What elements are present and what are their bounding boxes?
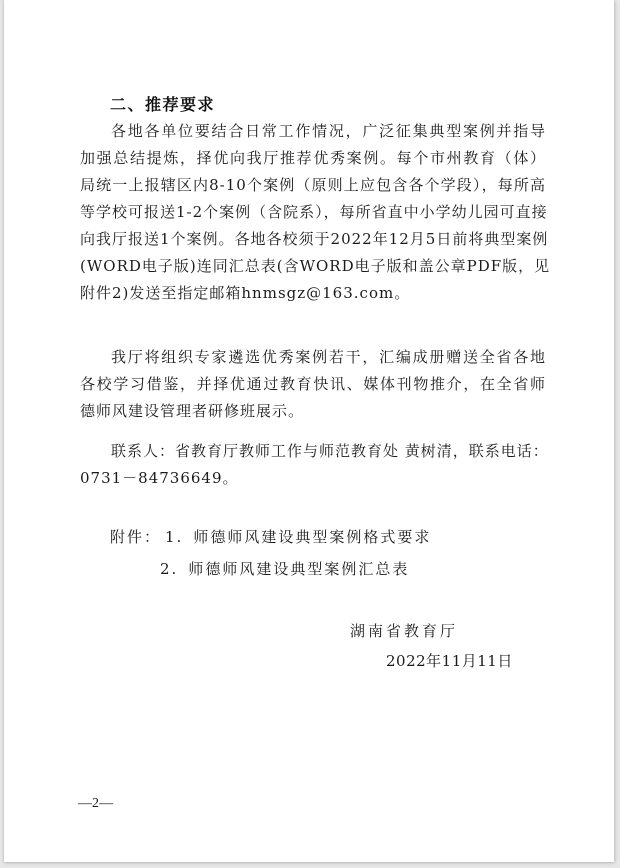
contact-line: 联系人：省教育厅教师工作与师范教育处 黄树清，联系电话：: [111, 442, 549, 460]
paragraph-line: 德师风建设管理者研修班展示。: [80, 402, 305, 420]
paragraph-line: 附件2)发送至指定邮箱hnmsgz@163.com。: [80, 284, 411, 302]
attachment-title: 师德师风建设典型案例格式要求: [193, 528, 432, 546]
attachment-number: 1.: [165, 528, 184, 546]
issue-date: 2022年11月11日: [386, 652, 513, 670]
paragraph-line: 向我厅报送1个案例。各地各校须于2022年12月5日前将典型案例: [80, 230, 549, 248]
document-page: [4, 0, 614, 862]
paragraph-line: (WORD电子版)连同汇总表(含WORD电子版和盖公章PDF版，见: [80, 257, 551, 275]
attachment-number: 2.: [160, 560, 179, 578]
paragraph-line: 各校学习借鉴，并择优通过教育快讯、媒体刊物推介，在全省师: [80, 375, 546, 393]
paragraph-line: 等学校可报送1-2个案例（含院系），每所省直中小学幼儿园可直接: [80, 203, 548, 221]
paragraph-selection: [80, 344, 546, 425]
paragraph-line: 加强总结提炼，择优向我厅推荐优秀案例。每个市州教育（体）: [80, 149, 546, 167]
paragraph-line: 我厅将组织专家遴选优秀案例若干，汇编成册赠送全省各地: [111, 348, 546, 366]
contact-phone: 0731－84736649。: [80, 469, 239, 487]
attachment-item-1: [110, 524, 431, 551]
attachment-item-2: [160, 556, 409, 583]
paragraph-line: 各地各单位要结合日常工作情况，广泛征集典型案例并指导: [111, 122, 546, 140]
section-heading: 二、推荐要求: [110, 95, 216, 114]
paragraph-line: 局统一上报辖区内8-10个案例（原则上应包含各个学段），每所高: [80, 176, 546, 194]
paragraph-contact: [80, 438, 549, 492]
page-number: —2—: [78, 796, 113, 811]
attachments-label: 附件：: [110, 528, 162, 546]
issuer-name: 湖南省教育厅: [350, 622, 459, 640]
attachment-title: 师德师风建设典型案例汇总表: [188, 560, 410, 578]
paragraph-requirements: [80, 118, 551, 307]
